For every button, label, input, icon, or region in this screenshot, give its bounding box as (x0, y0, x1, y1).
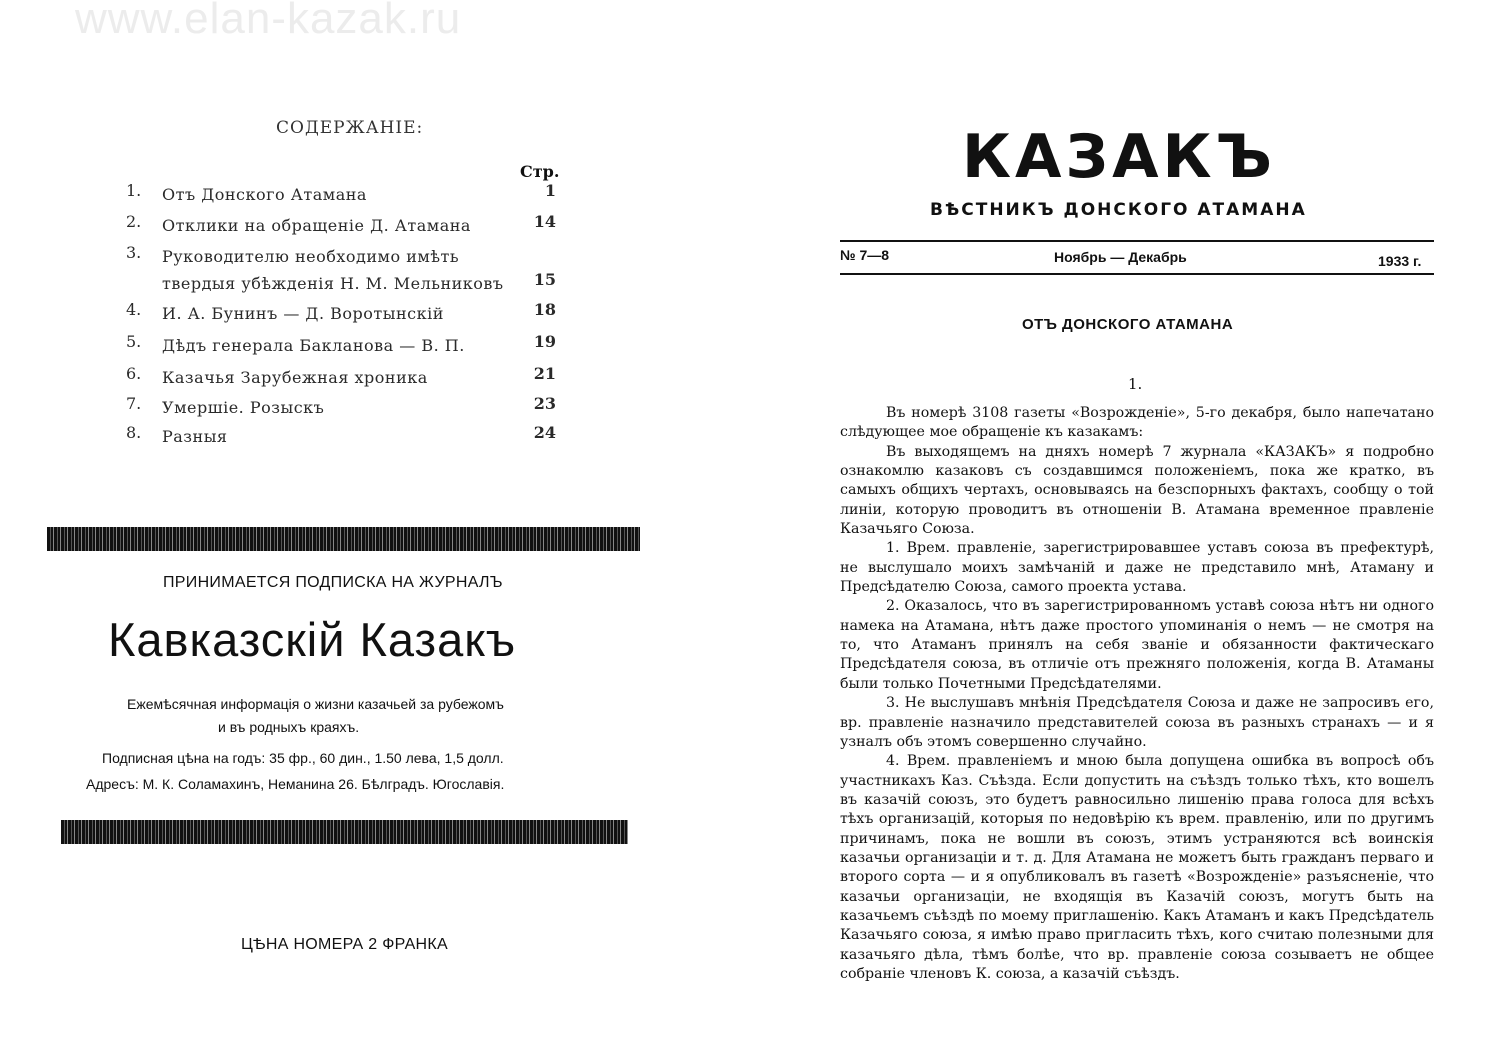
toc-item-text: Отклики на обращеніе Д. Атамана (162, 216, 471, 235)
article-paragraph: 4. Врем. правленіемъ и мною была допущена ошибка въ вопросѣ объ участникахъ Каз. Съѣзда. Если допустить на съѣздъ только тѣхъ, кто вошелъ въ казачій союзъ, это будетъ равносильно лишенію права голоса для всѣхъ тѣхъ организацій, которыя по недовѣрію къ врем. правленію, или по другимъ причинамъ, пока не вошли въ союзъ, этимъ устраняются всѣ воинскія казачьи организаціи и т. д. Для Атамана не можетъ быть гражданъ перваго и второго сорта — и я опубликовалъ въ газетѣ «Возрожденіе» разъясненіе, что казачьи организаціи, не входящія въ Казачій союзъ, могутъ быть на казачьемъ съѣздѣ по моему приглашенію. Какъ Атаманъ и какъ Предсѣдатель Казачьяго союза, я имѣю право пригласить тѣхъ, кого считаю полезными для казачьяго дѣла, тѣмъ болѣе, что вр. правленіе союза созываетъ не общее собраніе членовъ К. союза, а казачій съѣздъ. (840, 753, 1434, 982)
toc-item[interactable] (126, 243, 556, 297)
article-paragraph: Въ выходящемъ на дняхъ номерѣ 7 журнала «КАЗАКЪ» я подробно ознакомлю казаковъ съ создавшимся положеніемъ, пока же кратко, въ самыхъ общихъ чертахъ, основываясь на безспорныхъ фактахъ, сообщу о той линіи, которую проводитъ въ отношеніи В. Атамана временное правленіе Казачьяго Союза. (840, 443, 1434, 538)
toc-item-text: Разныя (162, 427, 228, 446)
article-paragraph: 1. Врем. правленіе, зарегистрировавшее уставъ союза въ префектурѣ, не выслушало моихъ замѣчаній и даже не представило мнѣ, Атаману и Предсѣдателю Союза, самого проекта устава. (840, 540, 1434, 596)
journal-info-line1: Ежемѣсячная информація о жизни казачьей за рубежомъ (127, 696, 504, 712)
toc-item-text: И. А. Бунинъ — Д. Воротынскій (162, 304, 444, 323)
issue-year: 1933 г. (1378, 253, 1422, 269)
watermark-text: www.elan-kazak.ru (75, 0, 462, 43)
toc-item-page: 18 (533, 300, 556, 319)
issue-price: ЦѢНА НОМЕРА 2 ФРАНКА (241, 936, 448, 953)
toc-item-page: 23 (533, 394, 556, 413)
toc-item[interactable] (126, 212, 556, 239)
masthead-rule-bottom (840, 273, 1434, 275)
article-paragraph: Въ номерѣ 3108 газеты «Возрожденіе», 5-го декабря, было напечатано слѣдующее мое обращеніе къ казакамъ: (840, 405, 1434, 441)
toc-item-number: 2. (126, 212, 142, 231)
toc-item[interactable] (126, 181, 556, 208)
toc-item-number: 6. (126, 364, 142, 383)
toc-item[interactable] (126, 332, 556, 359)
article-section-number: 1. (1128, 375, 1143, 393)
toc-item-page: 14 (533, 212, 556, 231)
toc-item-text: Отъ Донского Атамана (162, 185, 367, 204)
article-paragraph: 2. Оказалось, что въ зарегистрированномъ уставѣ союза нѣтъ ни одного намека на Атамана, нѣтъ даже простого упоминанія о немъ — не смотря на то, что Атаманъ принялъ на себя званіе и обязанности фактическаго Предсѣдателя союза, въ отличіе отъ прежняго положенія, когда В. Атаманы были только Почетными Предсѣдателями. (840, 598, 1434, 692)
toc-item-text: Руководителю необходимо имѣть твердыя убѣжденія Н. М. Мельниковъ (162, 247, 504, 293)
article-paragraph: 3. Не выслушавъ мнѣнія Предсѣдателя Союза и даже не запросивъ его, вр. правленіе назначило представителей союза въ разныхъ странахъ — и я узналъ объ этомъ совершенно случайно. (840, 695, 1434, 750)
toc-item-page: 19 (533, 332, 556, 351)
toc-item[interactable] (126, 300, 556, 327)
journal-address-line: Адресъ: М. К. Соламахинъ, Неманина 26. Бѣлградъ. Югославія. (86, 776, 505, 792)
toc-title: СОДЕРЖАНІЕ: (276, 118, 424, 138)
toc-item-page: 15 (533, 270, 556, 289)
masthead-title: КАЗАКЪ (962, 122, 1276, 192)
toc-item[interactable] (126, 364, 556, 391)
toc-item-number: 3. (126, 243, 142, 262)
toc-item-text: Умершіе. Розыскъ (162, 398, 325, 417)
toc-item[interactable] (126, 394, 556, 421)
issue-months: Ноябрь — Декабрь (1054, 249, 1187, 265)
journal-info-line2: и въ родныхъ краяхъ. (218, 719, 360, 735)
decorative-bar-top (47, 527, 640, 551)
journal-price-line: Подписная цѣна на годъ: 35 фр., 60 дин., 1.50 лева, 1,5 долл. (102, 750, 504, 766)
toc-item-text: Дѣдъ генерала Бакланова — В. П. (162, 336, 465, 355)
toc-item-page: 24 (533, 423, 556, 442)
toc-item-number: 4. (126, 300, 142, 319)
toc-item[interactable] (126, 423, 556, 450)
article-title: ОТЪ ДОНСКОГО АТАМАНА (1022, 316, 1234, 333)
decorative-bar-bottom (61, 820, 628, 844)
toc-item-text: Казачья Зарубежная хроника (162, 368, 428, 387)
toc-item-number: 7. (126, 394, 142, 413)
toc-item-number: 5. (126, 332, 142, 351)
masthead-subtitle: ВѢСТНИКЪ ДОНСКОГО АТАМАНА (930, 200, 1307, 220)
subscription-heading: ПРИНИМАЕТСЯ ПОДПИСКА НА ЖУРНАЛЪ (163, 574, 503, 591)
article-body (840, 404, 1434, 984)
toc-item-page: 1 (544, 181, 556, 200)
toc-item-number: 8. (126, 423, 142, 442)
toc-item-page: 21 (533, 364, 556, 383)
issue-number: № 7—8 (840, 247, 890, 263)
masthead-rule-top (840, 240, 1434, 242)
toc-page-header: Стр. (520, 162, 560, 181)
journal-title: Кавказскій Казакъ (108, 613, 517, 666)
toc-item-number: 1. (126, 181, 142, 200)
